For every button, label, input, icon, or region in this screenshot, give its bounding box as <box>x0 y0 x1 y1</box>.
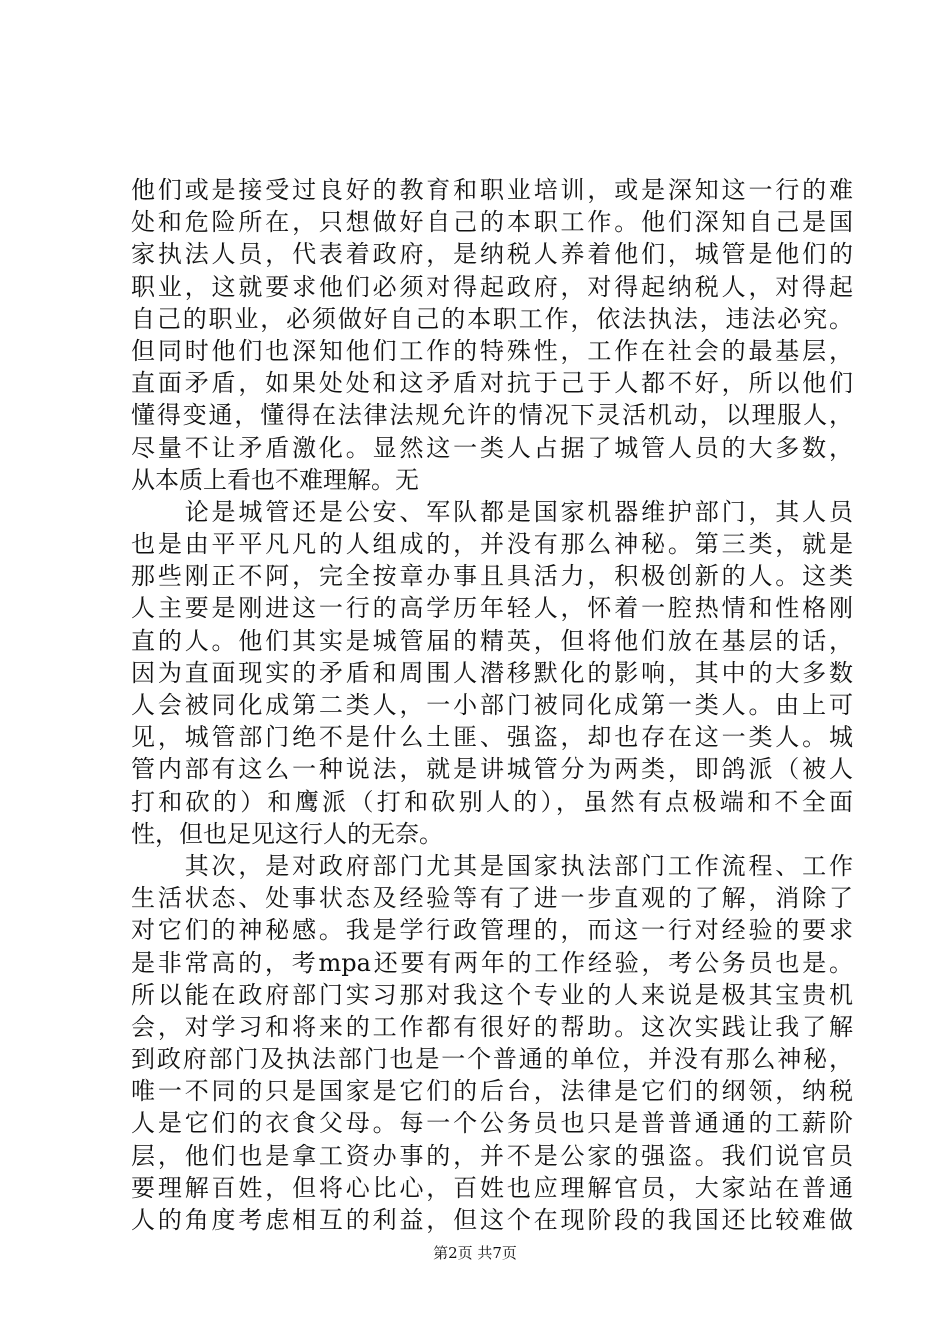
text-line: 其次，是对政府部门尤其是国家执法部门工作流程、工作 <box>131 851 853 880</box>
text-line: 因为直面现实的矛盾和周围人潜移默化的影响，其中的大多数 <box>131 658 853 687</box>
text-line: 尽量不让矛盾激化。显然这一类人占据了城管人员的大多数， <box>131 433 853 462</box>
text-line: 也是由平平凡凡的人组成的，并没有那么神秘。第三类，就是 <box>131 530 853 559</box>
text-line: 所以能在政府部门实习那对我这个专业的人来说是极其宝贵机 <box>131 980 853 1009</box>
text-line: 处和危险所在，只想做好自己的本职工作。他们深知自己是国 <box>131 208 853 237</box>
text-line: 是非常高的，考mpa还要有两年的工作经验，考公务员也是。 <box>131 948 853 977</box>
text-line: 他们或是接受过良好的教育和职业培训，或是深知这一行的难 <box>131 176 853 204</box>
text-line: 会，对学习和将来的工作都有很好的帮助。这次实践让我了解 <box>131 1012 853 1041</box>
text-line: 人是它们的衣食父母。每一个公务员也只是普普通通的工薪阶 <box>131 1109 853 1138</box>
text-line: 性，但也足见这行人的无奈。 <box>131 819 443 848</box>
text-line: 到政府部门及执法部门也是一个普通的单位，并没有那么神秘， <box>131 1045 853 1074</box>
text-line: 要理解百姓，但将心比心，百姓也应理解官员，大家站在普通 <box>131 1173 853 1202</box>
text-line: 人主要是刚进这一行的高学历年轻人，怀着一腔热情和性格刚 <box>131 594 853 623</box>
text-line: 打和砍的）和鹰派（打和砍别人的），虽然有点极端和不全面 <box>131 787 853 816</box>
text-line: 从本质上看也不难理解。无 <box>131 465 419 494</box>
text-line: 见，城管部门绝不是什么土匪、强盗，却也存在这一类人。城 <box>131 723 853 752</box>
text-line: 职业，这就要求他们必须对得起政府，对得起纳税人，对得起 <box>131 272 853 301</box>
text-line: 管内部有这么一种说法，就是讲城管分为两类，即鸽派（被人 <box>131 755 853 784</box>
text-line: 论是城管还是公安、军队都是国家机器维护部门，其人员 <box>131 497 853 526</box>
text-line: 那些刚正不阿，完全按章办事且具活力，积极创新的人。这类 <box>131 562 853 591</box>
text-line: 但同时他们也深知他们工作的特殊性，工作在社会的最基层， <box>131 336 853 365</box>
text-line: 家执法人员，代表着政府，是纳税人养着他们，城管是他们的 <box>131 240 853 269</box>
text-line: 自己的职业，必须做好自己的本职工作，依法执法，违法必究。 <box>131 304 853 333</box>
text-line: 懂得变通，懂得在法律法规允许的情况下灵活机动，以理服人， <box>131 401 853 430</box>
page-footer: 第2页 共7页 <box>433 1244 517 1262</box>
text-line: 人会被同化成第二类人，一小部门被同化成第一类人。由上可 <box>131 691 853 719</box>
text-line: 层，他们也是拿工资办事的，并不是公家的强盗。我们说官员 <box>131 1141 853 1170</box>
body-text <box>131 174 853 1236</box>
text-line: 人的角度考虑相互的利益，但这个在现阶段的我国还比较难做 <box>131 1206 853 1234</box>
text-line: 直的人。他们其实是城管届的精英，但将他们放在基层的话， <box>131 626 853 655</box>
text-line: 对它们的神秘感。我是学行政管理的，而这一行对经验的要求 <box>131 916 853 945</box>
text-line: 唯一不同的只是国家是它们的后台，法律是它们的纲领，纳税 <box>131 1077 853 1106</box>
text-line: 直面矛盾，如果处处和这矛盾对抗于己于人都不好，所以他们 <box>131 369 853 398</box>
text-line: 生活状态、处事状态及经验等有了进一步直观的了解，消除了 <box>131 884 853 913</box>
